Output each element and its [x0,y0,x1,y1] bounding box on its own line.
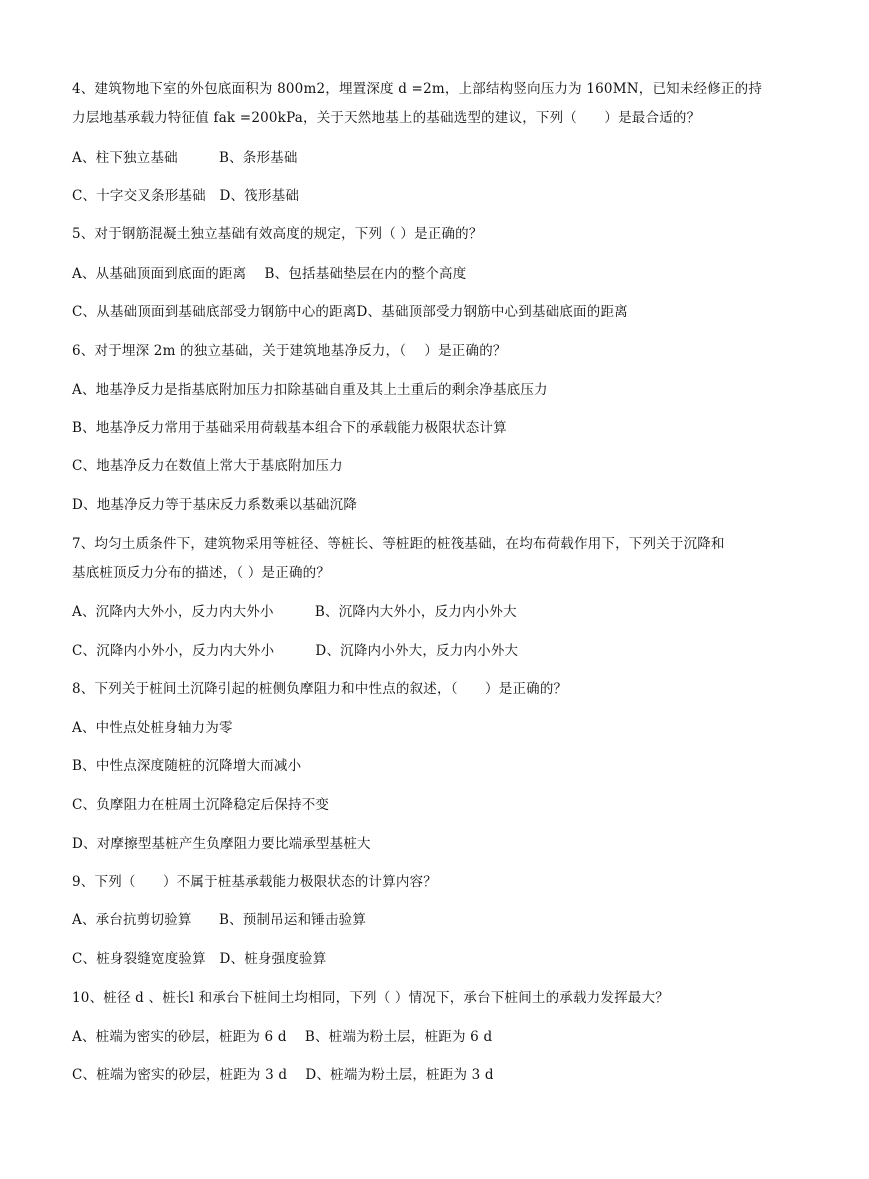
q6-option-b: B、地基净反力常用于基础采用荷载基本组合下的承载能力极限状态计算 [72,420,507,436]
q4-options-cd: C、十字交叉条形基础 D、筏形基础 [72,188,300,204]
q7-options-cd: C、沉降内小外小，反力内大外小 D、沉降内小外大，反力内小外大 [72,643,519,659]
q9-options-ab: A、承台抗剪切验算 B、预制吊运和锤击验算 [72,912,367,928]
q8-stem: 8、下列关于桩间土沉降引起的桩侧负摩阻力和中性点的叙述，（ ）是正确的？ [72,681,568,697]
q5-stem: 5、对于钢筋混凝土独立基础有效高度的规定，下列（ ）是正确的？ [72,226,483,242]
q7-options-ab: A、沉降内大外小，反力内大外小 B、沉降内大外小，反力内小外大 [72,604,517,620]
q10-stem: 10、桩径 d 、桩长l 和承台下桩间土均相同，下列（ ）情况下，承台下桩间土的承载力发挥最大？ [72,990,669,1006]
q6-option-d: D、地基净反力等于基床反力系数乘以基础沉降 [72,497,358,513]
q6-option-c: C、地基净反力在数值上常大于基底附加压力 [72,458,343,474]
q10-options-ab: A、桩端为密实的砂层，桩距为 6 d B、桩端为粉土层，桩距为 6 d [72,1029,493,1045]
q9-stem: 9、下列（ ）不属于桩基承载能力极限状态的计算内容？ [72,874,437,890]
q4-stem-line-1: 4、建筑物地下室的外包底面积为 800m2，埋置深度 d =2m，上部结构竖向压力为 160MN，已知未经修正的持 [72,81,763,97]
q5-options-cd: C、从基础顶面到基础底部受力钢筋中心的距离D、基础顶部受力钢筋中心到基础底面的距离 [72,304,628,320]
q10-options-cd: C、桩端为密实的砂层，桩距为 3 d D、桩端为粉土层，桩距为 3 d [72,1067,494,1083]
q5-options-ab: A、从基础顶面到底面的距离 B、包括基础垫层在内的整个高度 [72,266,467,282]
q4-options-ab: A、柱下独立基础 B、条形基础 [72,150,298,166]
q9-options-cd: C、桩身裂缝宽度验算 D、桩身强度验算 [72,951,327,967]
q8-option-a: A、中性点处桩身轴力为零 [72,720,233,736]
q4-stem-line-2: 力层地基承载力特征值 fak =200kPa，关于天然地基上的基础选型的建议，下列（ ）是最合适的？ [72,110,701,126]
q8-option-b: B、中性点深度随桩的沉降增大而减小 [72,758,302,774]
q7-stem-line-1: 7、均匀土质条件下，建筑物采用等桩径、等桩长、等桩距的桩筏基础，在均布荷载作用下，下列关于沉降和 [72,536,725,552]
q8-option-c: C、负摩阻力在桩周土沉降稳定后保持不变 [72,797,330,813]
q8-option-d: D、对摩擦型基桩产生负摩阻力要比端承型基桩大 [72,836,371,852]
q6-stem: 6、对于埋深 2m 的独立基础，关于建筑地基净反力，（ ）是正确的？ [72,343,507,359]
q6-option-a: A、地基净反力是指基底附加压力扣除基础自重及其上土重后的剩余净基底压力 [72,382,548,398]
q7-stem-line-2: 基底桩顶反力分布的描述，（ ）是正确的？ [72,565,331,581]
